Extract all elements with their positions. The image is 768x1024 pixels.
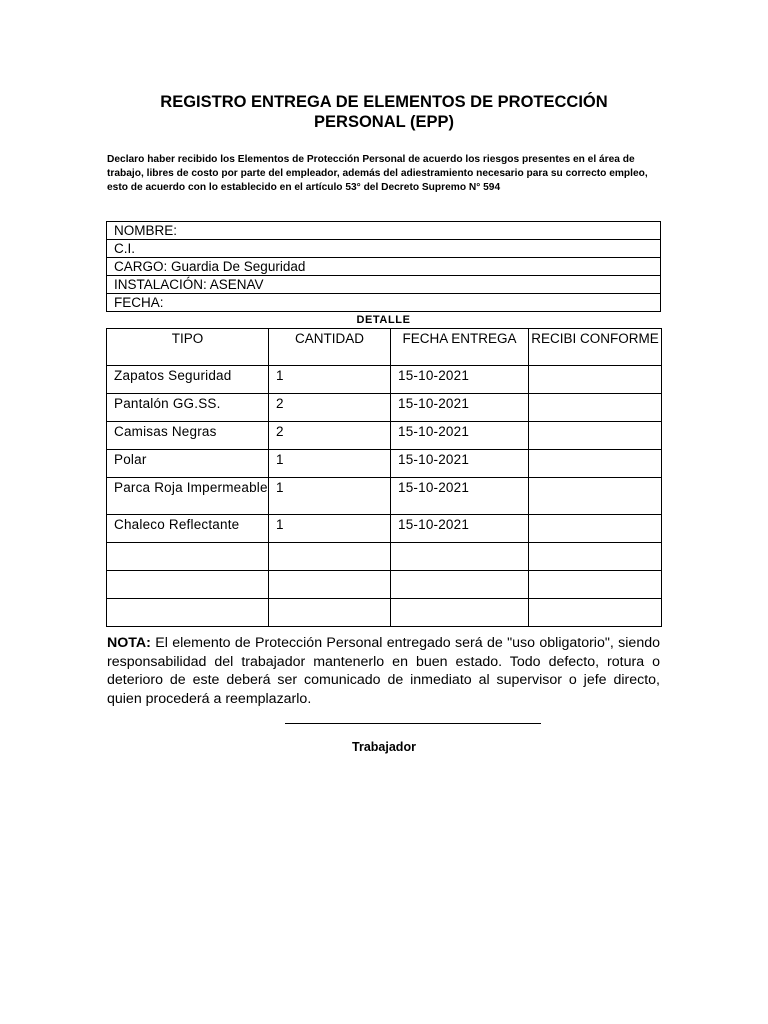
worker-info-table xyxy=(106,221,661,312)
cell-fecha: 15-10-2021 xyxy=(391,515,529,543)
cell-fecha xyxy=(391,571,529,599)
info-ci: C.I. xyxy=(107,240,661,258)
info-row-ci xyxy=(107,240,661,258)
cell-tipo xyxy=(107,599,269,627)
cell-tipo: Pantalón GG.SS. xyxy=(107,394,269,422)
epp-detail-table xyxy=(106,328,662,627)
table-row xyxy=(107,571,662,599)
cell-fecha: 15-10-2021 xyxy=(391,422,529,450)
title-line-1: REGISTRO ENTREGA DE ELEMENTOS DE PROTECCIÓN xyxy=(160,93,608,111)
cell-fecha: 15-10-2021 xyxy=(391,366,529,394)
table-row xyxy=(107,515,662,543)
cell-recibi xyxy=(529,450,662,478)
declaration-text: Declaro haber recibido los Elementos de Protección Personal de acuerdo los riesgos presentes en el área de trabajo, libres de costo por parte del empleador, además del adiestramiento necesario para su correcto empleo, esto de acuerdo con lo establecido en el artículo 53° del Decreto Supremo N° 594 xyxy=(107,154,648,193)
cell-fecha xyxy=(391,599,529,627)
info-row-fecha xyxy=(107,294,661,312)
cell-cantidad: 1 xyxy=(269,478,391,515)
table-header-row xyxy=(107,329,662,366)
table-row xyxy=(107,366,662,394)
cell-fecha: 15-10-2021 xyxy=(391,478,529,515)
cell-recibi xyxy=(529,515,662,543)
cell-tipo: Polar xyxy=(107,450,269,478)
table-row xyxy=(107,450,662,478)
nota-text: El elemento de Protección Personal entregado será de "uso obligatorio", siendo responsabilidad del trabajador mantenerlo en buen estado. Todo defecto, rotura o deterioro de este deberá ser comunicado de inmediato al supervisor o jefe directo, quien procederá a reemplazarlo. xyxy=(107,635,660,707)
cell-cantidad: 1 xyxy=(269,450,391,478)
table-row xyxy=(107,422,662,450)
table-row xyxy=(107,394,662,422)
info-instalacion: INSTALACIÓN: ASENAV xyxy=(107,276,661,294)
nota-label: NOTA: xyxy=(107,635,151,651)
document-title xyxy=(100,92,668,132)
cell-cantidad xyxy=(269,543,391,571)
detalle-label: DETALLE xyxy=(356,314,411,326)
table-row xyxy=(107,478,662,515)
info-row-cargo xyxy=(107,258,661,276)
info-row-nombre xyxy=(107,222,661,240)
cell-recibi xyxy=(529,422,662,450)
table-row xyxy=(107,599,662,627)
cell-recibi xyxy=(529,478,662,515)
signature-label: Trabajador xyxy=(352,740,416,754)
header-cantidad: CANTIDAD xyxy=(269,329,391,366)
cell-fecha: 15-10-2021 xyxy=(391,450,529,478)
cell-cantidad: 2 xyxy=(269,394,391,422)
signature-line xyxy=(285,723,541,724)
cell-cantidad xyxy=(269,571,391,599)
cell-recibi xyxy=(529,571,662,599)
table-row xyxy=(107,543,662,571)
cell-cantidad: 1 xyxy=(269,366,391,394)
nota-paragraph xyxy=(107,634,660,708)
cell-recibi xyxy=(529,543,662,571)
header-tipo: TIPO xyxy=(107,329,269,366)
cell-tipo xyxy=(107,571,269,599)
cell-cantidad: 2 xyxy=(269,422,391,450)
info-fecha: FECHA: xyxy=(107,294,661,312)
cell-tipo xyxy=(107,543,269,571)
title-line-2: PERSONAL (EPP) xyxy=(314,113,454,131)
cell-fecha: 15-10-2021 xyxy=(391,394,529,422)
cell-tipo: Zapatos Seguridad xyxy=(107,366,269,394)
header-recibi-conforme: RECIBI CONFORME xyxy=(529,329,662,366)
cell-cantidad: 1 xyxy=(269,515,391,543)
cell-recibi xyxy=(529,599,662,627)
cell-fecha xyxy=(391,543,529,571)
cell-cantidad xyxy=(269,599,391,627)
cell-recibi xyxy=(529,366,662,394)
header-fecha-entrega: FECHA ENTREGA xyxy=(391,329,529,366)
info-row-instalacion xyxy=(107,276,661,294)
cell-tipo: Chaleco Reflectante xyxy=(107,515,269,543)
cell-recibi xyxy=(529,394,662,422)
cell-tipo: Camisas Negras xyxy=(107,422,269,450)
info-cargo: CARGO: Guardia De Seguridad xyxy=(107,258,661,276)
cell-tipo: Parca Roja Impermeable xyxy=(107,478,269,515)
info-nombre: NOMBRE: xyxy=(107,222,661,240)
